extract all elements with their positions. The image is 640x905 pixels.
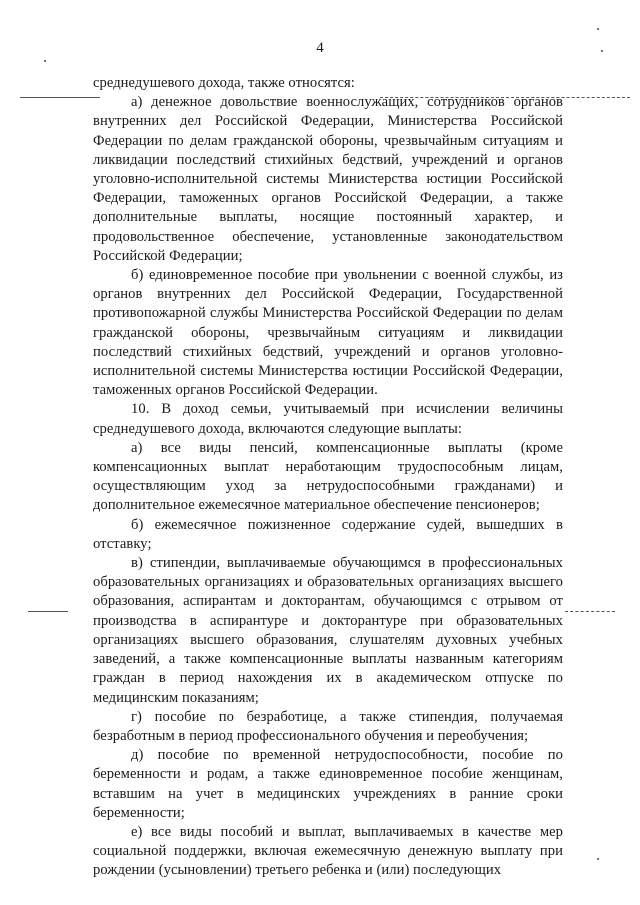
scan-speck [597, 858, 599, 860]
paragraph-item-b: б) единовременное пособие при увольнении с военной службы, из органов внутренних дел Российской Федерации, Государственной противопожарной службы Министерства Российской Федерации по делам гражданской обороны, чрезвычайным ситуациям и ликвидации последствий стихийных бедствий, учреждений и органов уголовно-исполнительной системы Министерства юстиции Российской Федерации, таможенных органов Российской Федерации. [93, 267, 563, 399]
paragraph-item-e: е) все виды пособий и выплат, выплачиваемых в качестве мер социальной поддержки, включая ежемесячную денежную выплату при рождении (усыновлении) третьего ребенка и (или) последующих [93, 823, 563, 879]
paragraph-item-d: д) пособие по временной нетрудоспособности, пособие по беременности и родам, а также единовременное пособие женщинам, вставшим на учет в медицинских учреждениях в ранние сроки беременности; [93, 747, 563, 821]
paragraph-continuation: среднедушевого дохода, также относятся: [93, 75, 355, 91]
scan-speck [601, 50, 603, 52]
paragraph-clause-10: 10. В доход семьи, учитываемый при исчислении величины среднедушевого дохода, включаются следующие выплаты: [93, 401, 563, 437]
scan-speck [597, 28, 599, 30]
paragraph-item-a: а) денежное довольствие военнослужащих, сотрудников органов внутренних дел Российской Федерации, Министерства Российской Федерации по делам гражданской обороны, чрезвычайным ситуациям и ликвидации последствий стихийных бедствий, учреждений и органов уголовно-исполнительной системы Министерства юстиции Российской Федерации, таможенных органов Российской Федерации, а также дополнительные выплаты, носящие постоянный характер, и продовольственное обеспечение, установленные законодательством Российской Федерации; [93, 94, 563, 264]
scan-speck [44, 60, 46, 62]
paragraph-item-a: а) все виды пенсий, компенсационные выплаты (кроме компенсационных выплат неработающим трудоспособным лицам, осуществляющим уход за нетрудоспособными гражданами) и дополнительное ежемесячное материальное обеспечение пенсионеров; [93, 439, 563, 514]
paragraph-item-v: в) стипендии, выплачиваемые обучающимся в профессиональных образовательных организациях и образовательных организациях высшего образования, аспирантам и докторантам, обучающимся с отрывом от производства в аспирантуре и докторантуре при образовательных организациях высшего образования, слушателям духовных учебных заведений, а также компенсационные выплаты названным категориям граждан в период нахождения их в академическом отпуске по медицинским показаниям; [93, 555, 563, 706]
paragraph-item-g: г) пособие по безработице, а также стипендия, получаемая безработным в период профессионального обучения и переобучения; [93, 708, 563, 744]
scan-rule-mid-right [565, 611, 615, 612]
page-number: 4 [316, 40, 324, 56]
document-body [93, 74, 563, 881]
scan-rule-mid-left [28, 611, 68, 612]
paragraph-item-b: б) ежемесячное пожизненное содержание судей, вышедших в отставку; [93, 516, 563, 552]
scan-rule-top [20, 97, 100, 98]
